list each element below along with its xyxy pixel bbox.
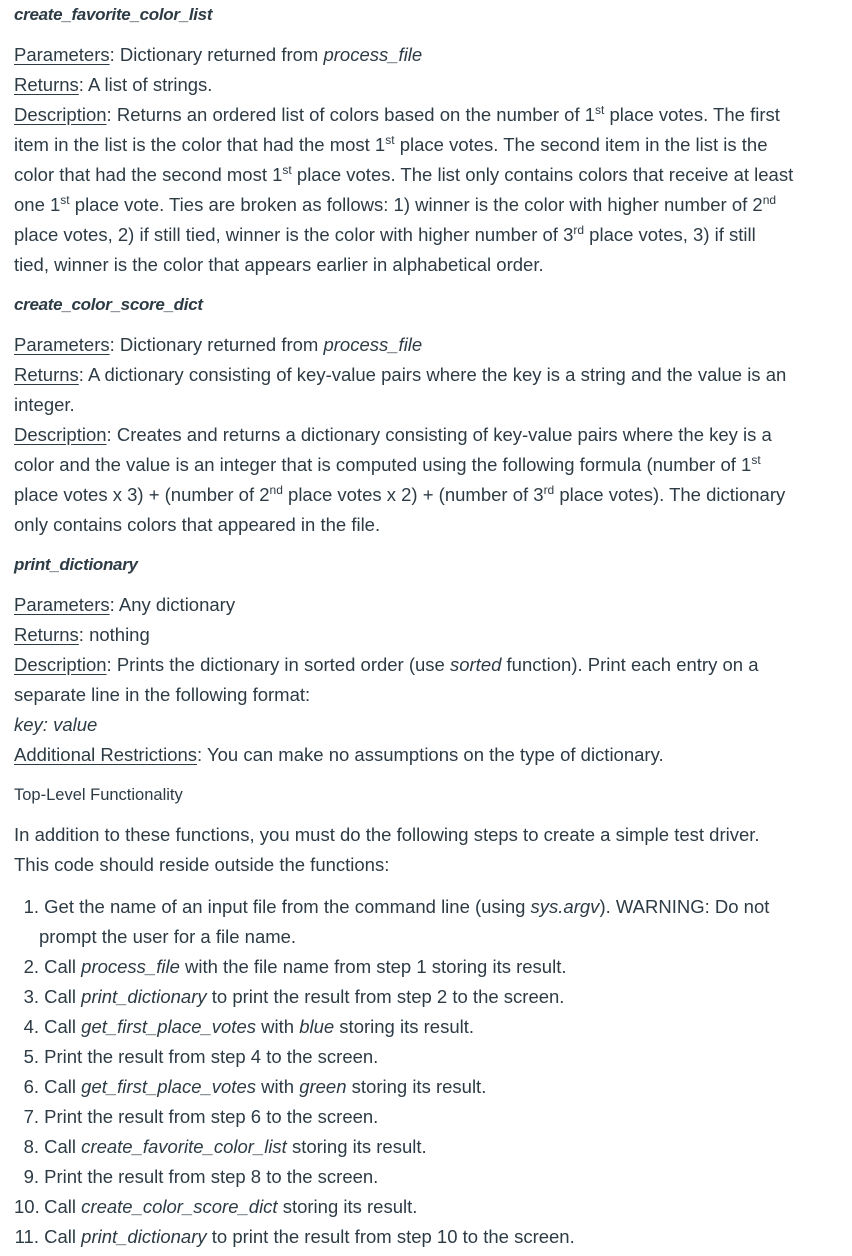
list-item	[14, 1042, 852, 1072]
description-line	[14, 450, 852, 480]
step-text: Call	[44, 986, 82, 1007]
superscript: nd	[269, 483, 283, 497]
step-text: ). WARNING: Do not	[599, 896, 770, 917]
list-number: 5.	[23, 1046, 39, 1067]
description-line: Description: Returns an ordered list of colors based on the number of 1st place votes. The first	[14, 103, 780, 125]
returns-text: A dictionary consisting of key-value pairs where the key is a string and the value is an	[88, 364, 787, 385]
step-ref: get_first_place_votes	[81, 1076, 256, 1097]
step-ref: create_color_score_dict	[81, 1196, 278, 1217]
list-number: 4.	[23, 1016, 39, 1037]
description-line	[14, 250, 852, 280]
description-text: tied, winner is the color that appears earlier in alphabetical order.	[14, 254, 544, 275]
list-number: 3.	[23, 986, 39, 1007]
step-text: Get the name of an input file from the command line (using	[44, 896, 531, 917]
superscript: st	[282, 163, 292, 177]
step-text: with	[256, 1076, 300, 1097]
description-text: Prints the dictionary in sorted order (use	[116, 654, 445, 675]
description-line	[14, 130, 852, 160]
restrictions-text: You can make no assumptions on the type of dictionary.	[206, 744, 664, 765]
list-item	[14, 1012, 852, 1042]
restrictions-label: Additional Restrictions	[14, 744, 198, 765]
parameters-text: Dictionary returned from	[119, 44, 319, 65]
parameters-text: Dictionary returned from	[119, 334, 319, 355]
restrictions-line: Additional Restrictions: You can make no assumptions on the type of dictionary.	[14, 744, 664, 765]
parameters-line: Parameters: Dictionary returned from process_file	[14, 44, 423, 65]
description-text: function). Print each entry on a	[506, 654, 759, 675]
description-label: Description	[14, 654, 107, 675]
description-text: place votes). The dictionary	[554, 484, 786, 505]
description-line	[14, 680, 852, 710]
description-text: place votes, 3) if still	[584, 224, 756, 245]
step-ref: get_first_place_votes	[81, 1016, 256, 1037]
step-text: with	[256, 1016, 300, 1037]
step-text: to print the result from step 2 to the screen.	[206, 986, 565, 1007]
returns-label: Returns	[14, 364, 79, 385]
superscript: nd	[762, 193, 777, 207]
list-item	[14, 1162, 852, 1192]
parameters-ref: process_file	[323, 44, 423, 65]
description-text: place votes x 2) + (number of 3	[282, 484, 544, 505]
step-ref: blue	[299, 1016, 335, 1037]
step-ref: create_favorite_color_list	[81, 1136, 287, 1157]
returns-text: integer.	[14, 394, 75, 415]
step-text: Print the result from step 4 to the screen.	[44, 1046, 379, 1067]
step-text: Call	[44, 956, 82, 977]
parameters-label: Parameters	[14, 44, 110, 65]
description-text: Returns an ordered list of colors based on the number of 1	[116, 104, 596, 125]
intro-line: This code should reside outside the functions:	[14, 854, 390, 875]
description-line: Description: Creates and returns a dictionary consisting of key-value pairs where the key is a	[14, 424, 772, 445]
step-text: Call	[44, 1136, 82, 1157]
list-item	[14, 952, 852, 982]
parameters-label: Parameters	[14, 334, 110, 355]
description-text: place votes x 3) + (number of 2	[14, 484, 270, 505]
list-number: 9.	[23, 1166, 39, 1187]
step-text: to print the result from step 10 to the screen.	[206, 1226, 575, 1247]
format-line: key: value	[14, 714, 98, 735]
intro-line: In addition to these functions, you must do the following steps to create a simple test driver.	[14, 824, 760, 845]
description-text: place votes. The second item in the list is the	[394, 134, 768, 155]
section-heading: Top-Level Functionality	[14, 786, 183, 804]
step-text: Call	[44, 1016, 82, 1037]
step-text: storing its result.	[334, 1016, 474, 1037]
step-ref: green	[299, 1076, 347, 1097]
list-number: 11.	[14, 1226, 39, 1247]
list-number: 6.	[23, 1076, 39, 1097]
description-text: Creates and returns a dictionary consisting of key-value pairs where the key is a	[116, 424, 772, 445]
description-text: separate line in the following format:	[14, 684, 311, 705]
step-ref: sys.argv	[530, 896, 600, 917]
description-text: one 1	[14, 194, 61, 215]
superscript: st	[751, 453, 761, 467]
returns-text: nothing	[89, 624, 150, 645]
step-text: storing its result.	[286, 1136, 427, 1157]
list-item	[14, 1072, 852, 1102]
function-title: create_favorite_color_list	[14, 5, 213, 24]
superscript: rd	[573, 223, 585, 237]
description-ref: sorted	[449, 654, 502, 675]
parameters-ref: process_file	[323, 334, 423, 355]
step-text: Print the result from step 8 to the screen.	[44, 1166, 379, 1187]
returns-line: Returns: A list of strings.	[14, 74, 213, 95]
step-text: Call	[44, 1196, 82, 1217]
step-text: Call	[44, 1076, 82, 1097]
list-item-continuation: prompt the user for a file name.	[39, 926, 297, 947]
description-text: color that had the second most 1	[14, 164, 283, 185]
returns-text: A list of strings.	[88, 74, 213, 95]
list-number: 10.	[14, 1196, 40, 1217]
function-title: create_color_score_dict	[14, 295, 203, 314]
returns-line: Returns: A dictionary consisting of key-value pairs where the key is a string and the value is an	[14, 364, 787, 385]
list-item	[14, 1192, 852, 1222]
description-label: Description	[14, 424, 107, 445]
list-number: 1.	[23, 896, 39, 917]
superscript: st	[595, 103, 605, 117]
list-item	[14, 982, 852, 1012]
returns-line: Returns: nothing	[14, 624, 150, 645]
superscript: st	[60, 193, 70, 207]
description-text: place votes. The first	[604, 104, 780, 125]
parameters-label: Parameters	[14, 594, 110, 615]
step-text: storing its result.	[277, 1196, 418, 1217]
step-text: storing its result.	[346, 1076, 487, 1097]
returns-line	[14, 390, 852, 420]
list-number: 2.	[23, 956, 39, 977]
superscript: rd	[543, 483, 555, 497]
list-item	[14, 1102, 852, 1132]
function-title: print_dictionary	[14, 555, 138, 574]
list-item	[14, 892, 852, 922]
description-line	[14, 160, 852, 190]
list-number: 7.	[23, 1106, 39, 1127]
superscript: st	[385, 133, 395, 147]
description-line	[14, 190, 852, 220]
parameters-line: Parameters: Dictionary returned from process_file	[14, 334, 423, 355]
description-text: place votes. The list only contains colors that receive at least	[291, 164, 794, 185]
parameters-line: Parameters: Any dictionary	[14, 594, 236, 615]
description-line	[14, 510, 852, 540]
returns-label: Returns	[14, 624, 79, 645]
step-text: with the file name from step 1 storing its result.	[179, 956, 567, 977]
list-number: 8.	[23, 1136, 39, 1157]
description-text: item in the list is the color that had the most 1	[14, 134, 386, 155]
description-text: place votes, 2) if still tied, winner is the color with higher number of 3	[14, 224, 574, 245]
description-line	[14, 220, 852, 250]
step-text: Call	[44, 1226, 82, 1247]
description-line	[14, 480, 852, 510]
description-text: color and the value is an integer that is computed using the following formula (number of 1	[14, 454, 752, 475]
list-item	[14, 1132, 852, 1162]
parameters-text: Any dictionary	[118, 594, 236, 615]
description-line: Description: Prints the dictionary in sorted order (use sorted function). Print each entry on a	[14, 654, 759, 675]
returns-label: Returns	[14, 74, 79, 95]
step-ref: print_dictionary	[81, 1226, 207, 1247]
step-text: Print the result from step 6 to the screen.	[44, 1106, 379, 1127]
description-text: only contains colors that appeared in the file.	[14, 514, 381, 535]
step-ref: process_file	[81, 956, 180, 977]
list-item	[14, 1222, 852, 1252]
description-label: Description	[14, 104, 107, 125]
step-ref: print_dictionary	[81, 986, 207, 1007]
description-text: place vote. Ties are broken as follows: 1) winner is the color with higher number of 2	[69, 194, 763, 215]
